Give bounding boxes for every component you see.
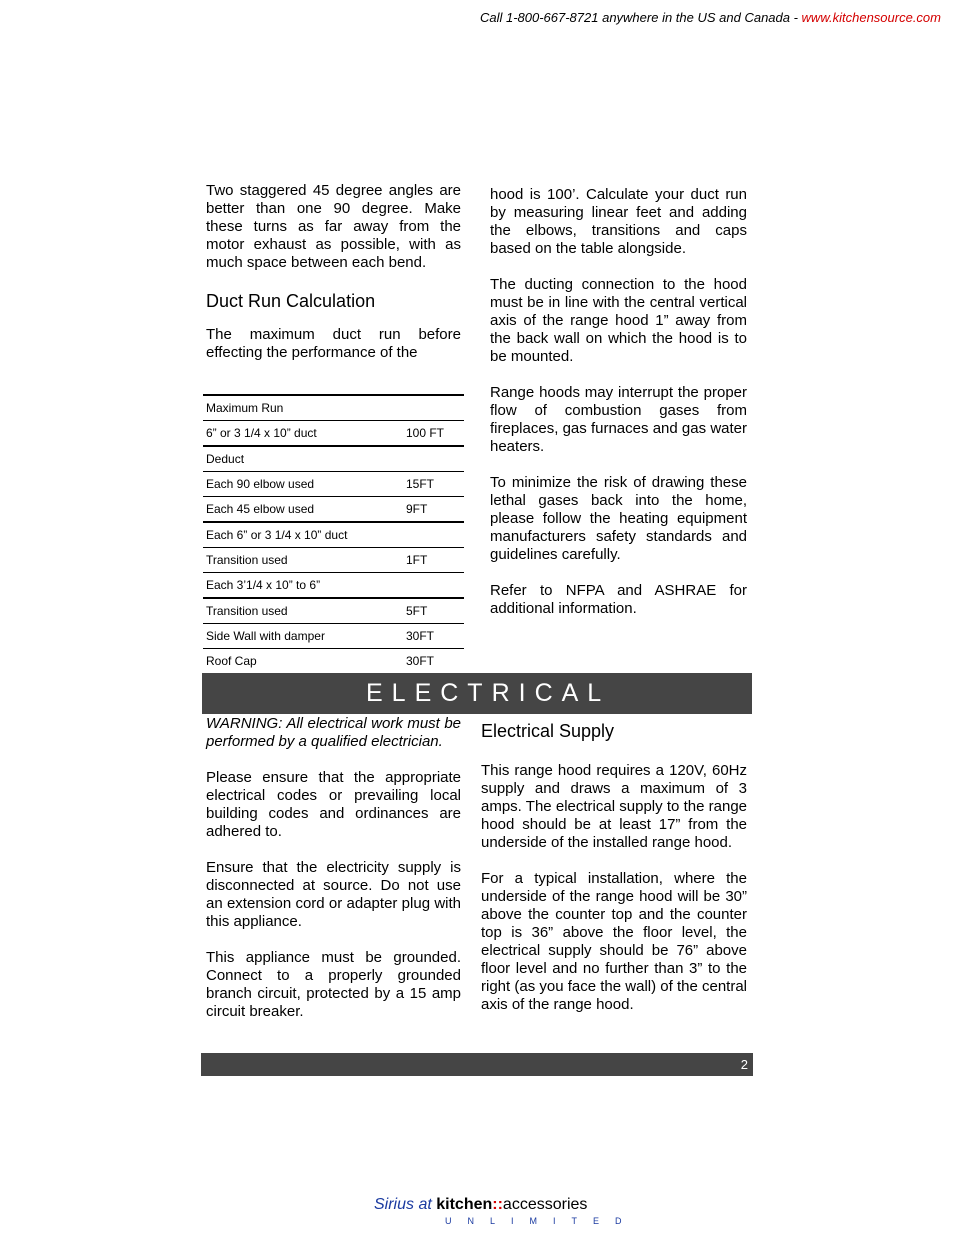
nfpa-paragraph: Refer to NFPA and ASHRAE for additional information. <box>490 582 747 617</box>
duct-run-table <box>203 394 464 674</box>
row-label: Deduct <box>203 446 403 472</box>
row-label: Transition used <box>203 598 403 624</box>
row-label: Each 45 elbow used <box>203 497 403 523</box>
disconnect-paragraph: Ensure that the electricity supply is disconnected at source. Do not use an extension cord or adapter plug with this appliance. <box>206 859 461 930</box>
table-row <box>203 395 464 421</box>
call-text: Call 1-800-667-8721 anywhere in the US and Canada - <box>479 10 802 25</box>
duct-run-paragraph: hood is 100’. Calculate your duct run by measuring linear feet and adding the elbows, transitions and caps based on the table alongside. <box>490 186 747 257</box>
row-value: 5FT <box>403 598 464 624</box>
row-value <box>403 573 464 599</box>
row-label: Side Wall with damper <box>203 624 403 649</box>
max-duct-run-paragraph: The maximum duct run before effecting the performance of the <box>206 326 461 361</box>
brand-logo <box>374 1196 638 1226</box>
logo-accessories-text: accessories <box>502 1196 588 1213</box>
table-row <box>203 446 464 472</box>
footer-bar <box>201 1053 753 1076</box>
grounded-paragraph: This appliance must be grounded. Connect to a properly grounded branch circuit, protected by a 15 amp circuit breaker. <box>206 949 461 1020</box>
row-label: Roof Cap <box>203 649 403 674</box>
ducting-connection-paragraph: The ducting connection to the hood must be in line with the central vertical axis of the range hood 1” away from the back wall on which the hood is to be mounted. <box>490 276 747 365</box>
row-value <box>403 446 464 472</box>
logo-unlimited-text: UNLIMITED <box>445 1216 638 1226</box>
banner-title: ELECTRICAL <box>366 679 611 707</box>
typical-installation-paragraph: For a typical installation, where the underside of the range hood will be 30” above the counter top and the counter top is 36” above the floor level, the electrical supply should be 76” above floor level and no further than 3” to the right (as you face the wall) of the central axis of the range hood. <box>481 870 747 1013</box>
row-value: 30FT <box>403 649 464 674</box>
row-label: Each 90 elbow used <box>203 472 403 497</box>
row-label: 6” or 3 1/4 x 10” duct <box>203 421 403 447</box>
row-label: Each 3’1/4 x 10” to 6” <box>203 573 403 599</box>
website-link[interactable]: www.kitchensource.com <box>801 10 941 25</box>
row-label: Maximum Run <box>203 395 403 421</box>
row-value: 30FT <box>403 624 464 649</box>
left-bottom-column <box>206 715 461 1021</box>
left-top-column <box>206 182 461 362</box>
codes-paragraph: Please ensure that the appropriate electrical codes or prevailing local building codes and ordinances are adhered to. <box>206 769 461 840</box>
row-value <box>403 522 464 548</box>
lethal-gases-paragraph: To minimize the risk of drawing these lethal gases back into the home, please follow the heating equipment manufacturers safety standards and guidelines carefully. <box>490 474 747 563</box>
right-top-column <box>490 186 747 618</box>
row-value: 100 FT <box>403 421 464 447</box>
row-value <box>403 395 464 421</box>
page-number: 2 <box>740 1057 748 1072</box>
row-value: 15FT <box>403 472 464 497</box>
electrical-supply-heading: Electrical Supply <box>481 721 615 741</box>
row-label: Each 6” or 3 1/4 x 10” duct <box>203 522 403 548</box>
table-row <box>203 497 464 523</box>
table-row <box>203 573 464 599</box>
turns-paragraph: Two staggered 45 degree angles are better than one 90 degree. Make these turns as far away from the motor exhaust as possible, with as much space between each bend. <box>206 182 461 271</box>
table-row <box>203 522 464 548</box>
warning-paragraph: WARNING: All electrical work must be performed by a qualified electrician. <box>206 715 461 750</box>
supply-requirement-paragraph: This range hood requires a 120V, 60Hz supply and draws a maximum of 3 amps. The electrical supply to the range hood should be at least 17” from the underside of the installed range hood. <box>481 762 747 851</box>
table-row <box>203 624 464 649</box>
combustion-paragraph: Range hoods may interrupt the proper flow of combustion gases from fireplaces, gas furnaces and gas water heaters. <box>490 384 747 455</box>
table-row <box>203 472 464 497</box>
row-value: 9FT <box>403 497 464 523</box>
row-value: 1FT <box>403 548 464 573</box>
electrical-banner <box>202 673 752 714</box>
table-row <box>203 548 464 573</box>
logo-dots: :: <box>492 1196 503 1213</box>
table-row <box>203 598 464 624</box>
logo-kitchen-text: kitchen <box>436 1196 493 1213</box>
page-header <box>480 10 941 25</box>
table-row <box>203 421 464 447</box>
row-label: Transition used <box>203 548 403 573</box>
table-row <box>203 649 464 674</box>
right-bottom-column <box>481 720 747 1014</box>
duct-run-heading: Duct Run Calculation <box>206 291 376 311</box>
logo-sirius-text: Sirius at <box>374 1196 432 1213</box>
